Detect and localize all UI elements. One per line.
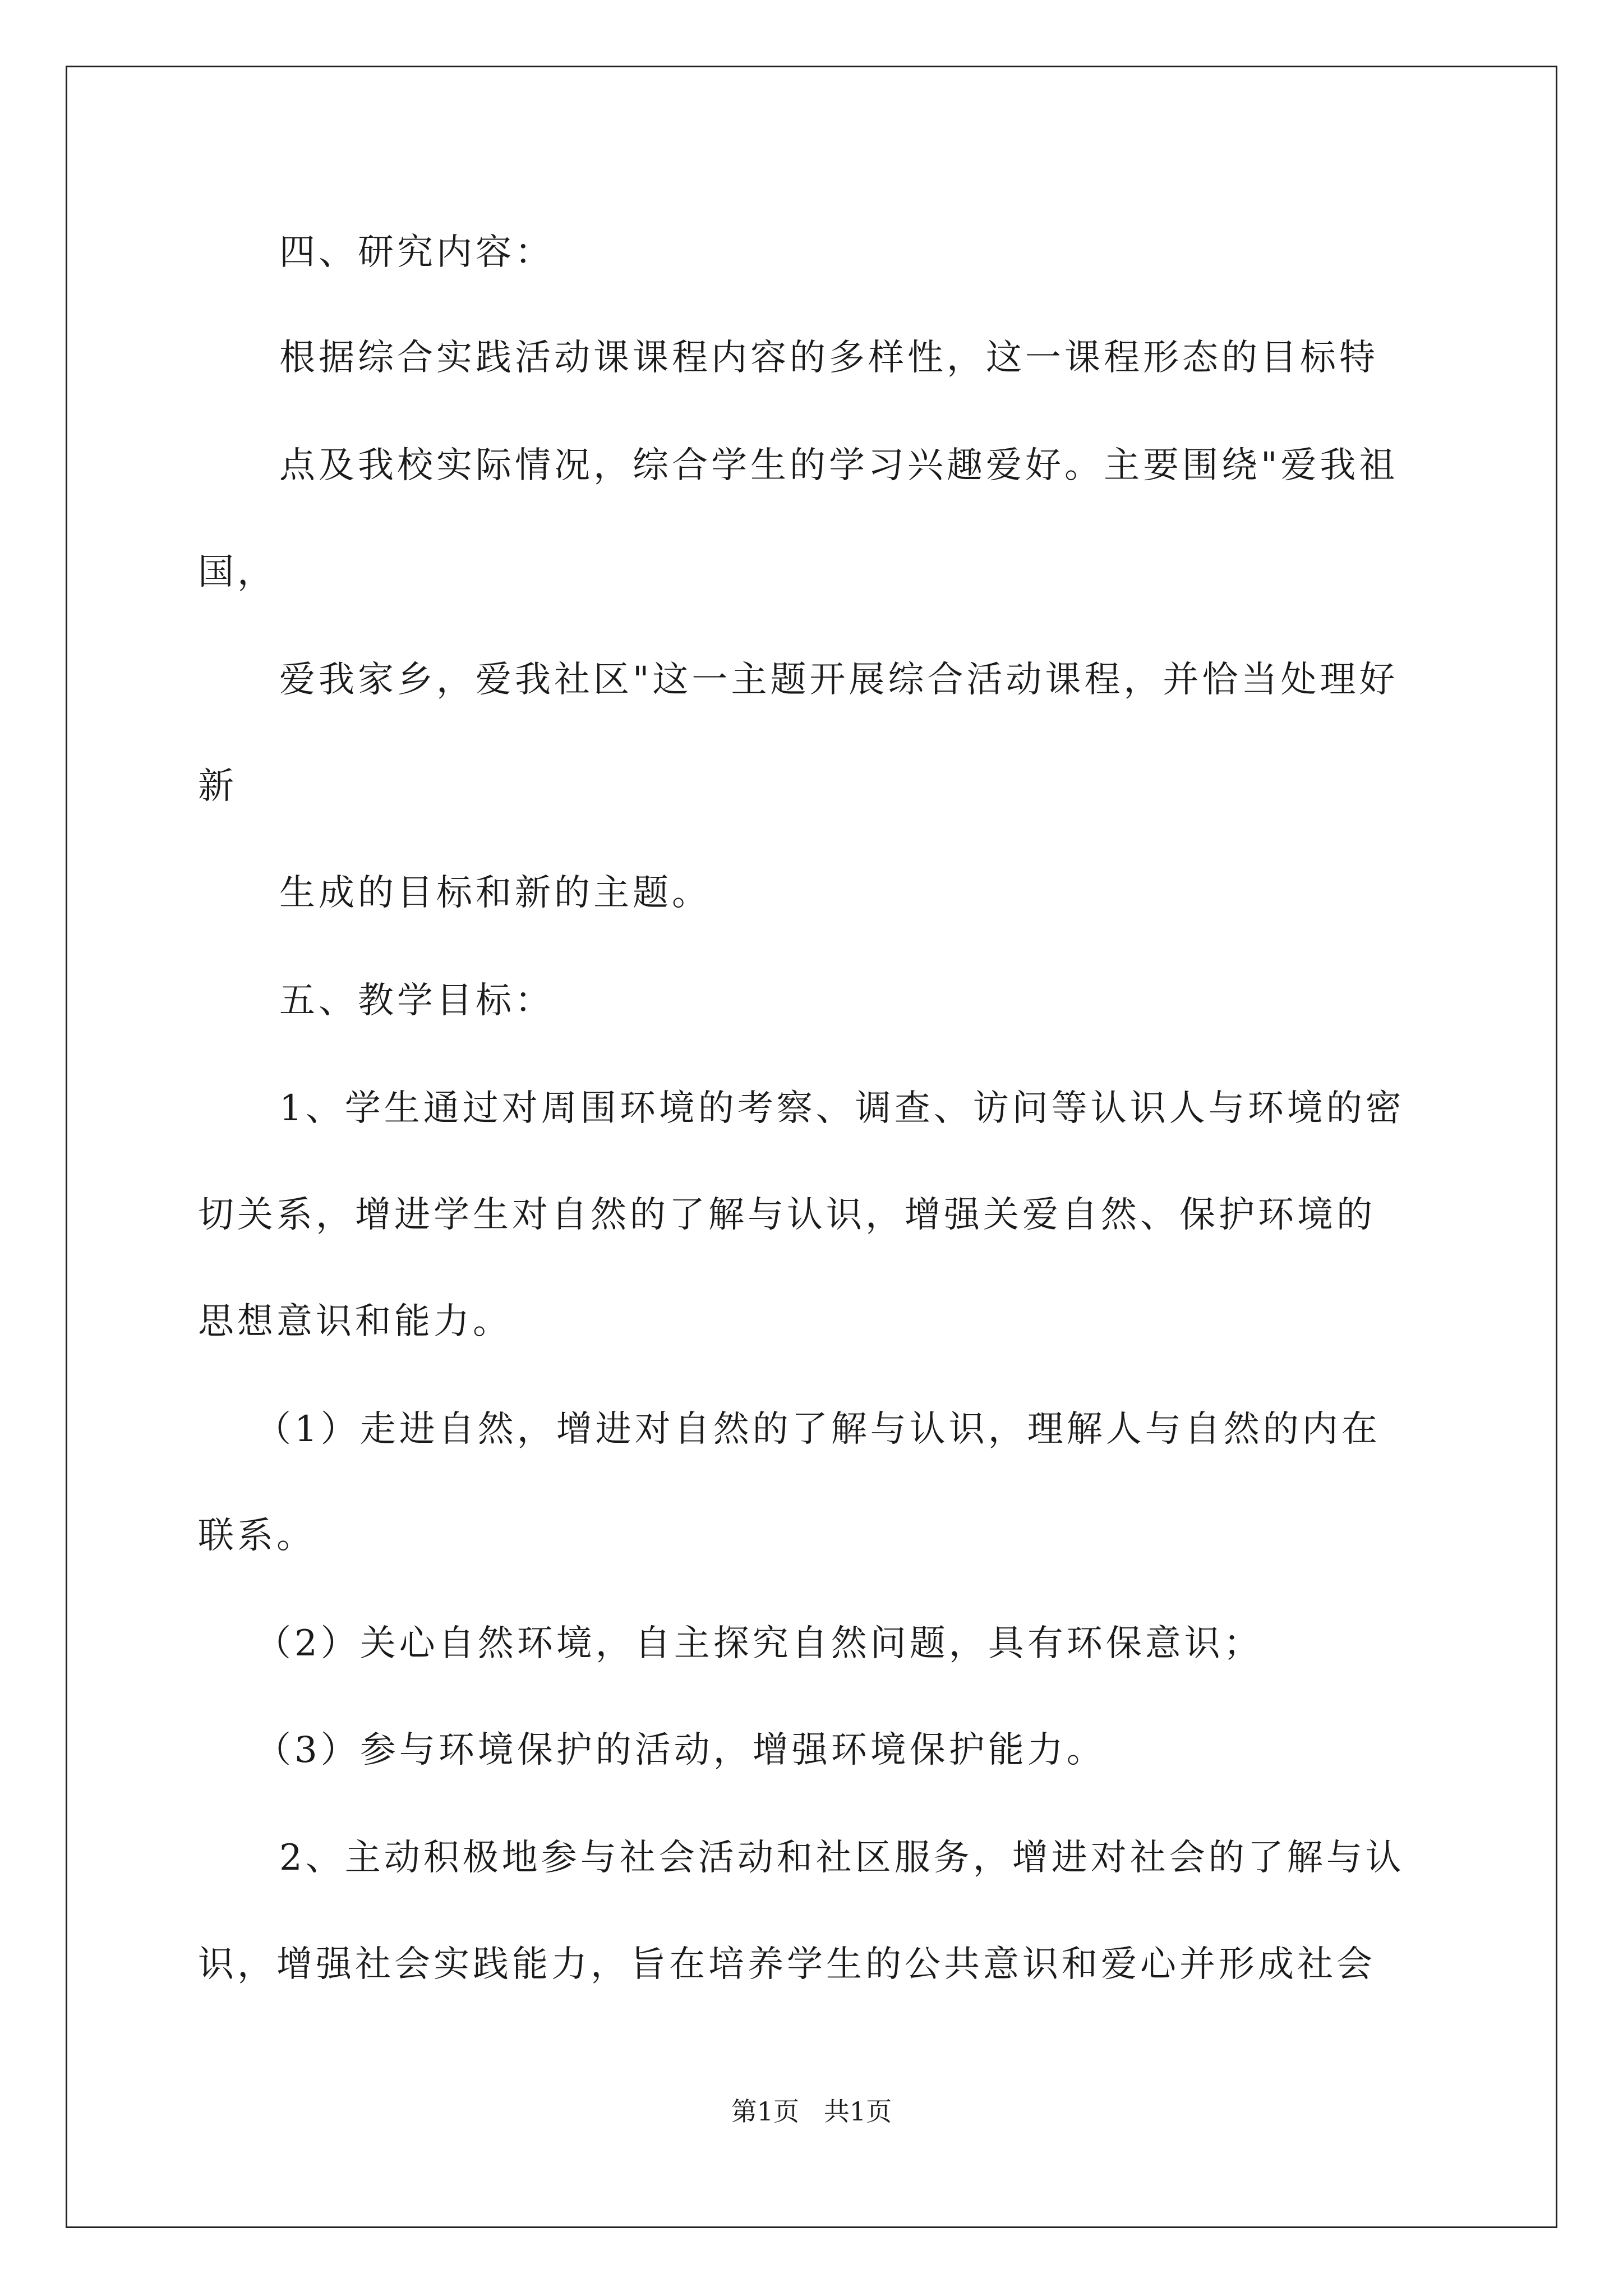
paragraph-line: 根据综合实践活动课课程内容的多样性，这一课程形态的目标特	[279, 337, 1378, 379]
paragraph-line: 切关系，增进学生对自然的了解与认识，增强关爱自然、保护环境的	[198, 1194, 1376, 1236]
paragraph-line: 1、学生通过对周围环境的考察、调查、访问等认识人与环境的密	[279, 1088, 1405, 1129]
list-item: （1）走进自然，增进对自然的了解与认识，理解人与自然的内在	[255, 1409, 1381, 1450]
paragraph-line: 联系。	[198, 1515, 316, 1557]
page-border	[66, 66, 1557, 2228]
list-item: （3）参与环境保护的活动，增强环境保护能力。	[255, 1729, 1106, 1771]
paragraph-line: 思想意识和能力。	[198, 1301, 512, 1342]
paragraph-line: 爱我家乡，爱我社区"这一主题开展综合活动课程，并恰当处理好	[279, 659, 1399, 701]
paragraph-line: 识，增强社会实践能力，旨在培养学生的公共意识和爱心并形成社会	[198, 1944, 1376, 1985]
paragraph-line: 新	[198, 766, 237, 807]
section-heading-teaching-goals: 五、教学目标：	[279, 980, 554, 1022]
list-item: （2）关心自然环境，自主探究自然问题，具有环保意识；	[255, 1623, 1263, 1664]
paragraph-line: 生成的目标和新的主题。	[279, 872, 711, 914]
page-footer: 第1页 共1页	[731, 2096, 892, 2127]
paragraph-line: 2、主动积极地参与社会活动和社区服务，增进对社会的了解与认	[279, 1837, 1405, 1879]
paragraph-line: 国，	[198, 551, 276, 593]
section-heading-research-content: 四、研究内容：	[279, 232, 554, 273]
paragraph-line: 点及我校实际情况，综合学生的学习兴趣爱好。主要围绕"爱我祖	[279, 445, 1399, 486]
